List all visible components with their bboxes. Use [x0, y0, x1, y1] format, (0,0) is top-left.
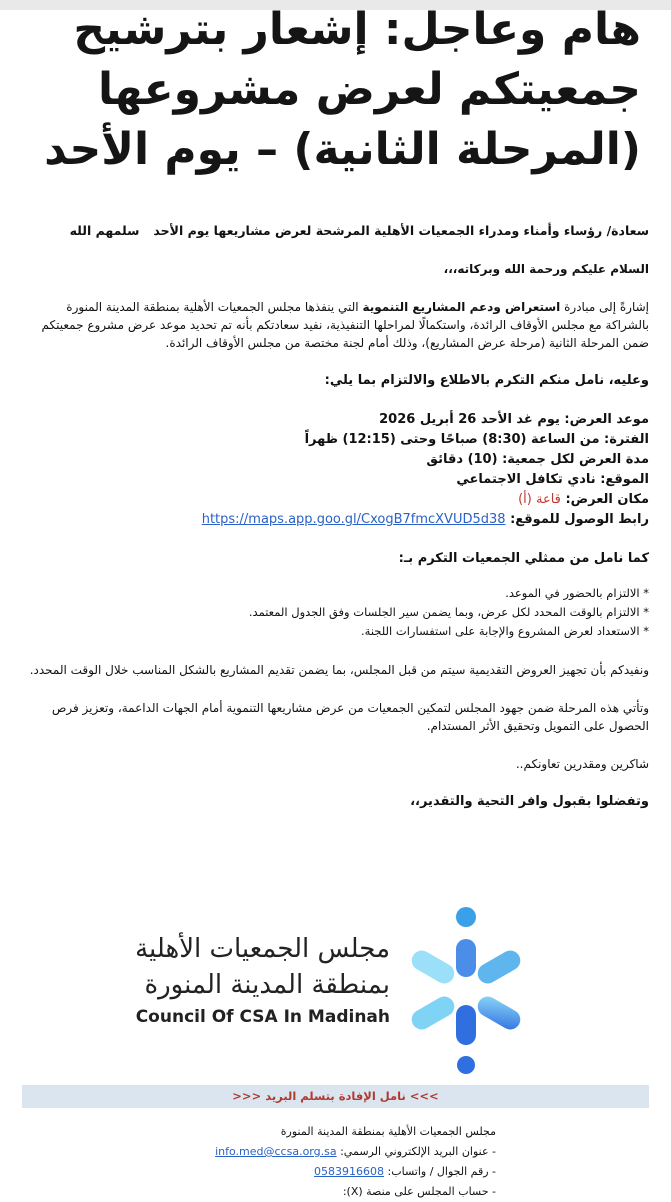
- bullet-list: [22, 584, 649, 641]
- email-title: [20, 0, 641, 180]
- reps-heading: كما نامل من ممثلي الجمعيات التكرم بـ:: [398, 551, 649, 566]
- email-label: - عنوان البريد الإلكتروني الرسمي:: [340, 1145, 496, 1158]
- list-item: * الالتزام بالحضور في الموعد.: [505, 586, 649, 600]
- detail-link: [22, 510, 649, 530]
- title-line-3: (المرحلة الثانية) – يوم الأحد: [44, 124, 641, 175]
- venue-value: قاعة (أ): [518, 492, 561, 507]
- venue-label: مكان العرض:: [565, 492, 649, 507]
- addressee-row: [22, 222, 649, 240]
- closing-line: وتفضلوا بقبول وافر التحية والتقدير،،: [410, 794, 649, 809]
- title-line-1: هام وعاجل: إشعار بترشيح: [73, 4, 641, 55]
- footer-email-row: [96, 1142, 496, 1162]
- link-label: رابط الوصول للموقع:: [510, 512, 649, 527]
- footer-x-row: - حساب المجلس على منصة (X):: [342, 1185, 496, 1198]
- addressee-end: سلمهم الله: [69, 223, 140, 238]
- list-item: * الالتزام بالوقت المحدد لكل عرض، وبما يضمن سير الجلسات وفق الجدول المعتمد.: [248, 605, 649, 619]
- list-item: * الاستعداد لعرض المشروع والإجابة على استفسارات اللجنة.: [361, 624, 649, 638]
- detail-duration: مدة العرض لكل جمعية: (10) دقائق: [426, 452, 649, 467]
- receipt-request-bar: >>> نامل الإفادة بتسلم البريد <<<: [22, 1085, 649, 1108]
- contact-footer: [96, 1122, 496, 1202]
- footer-org: مجلس الجمعيات الأهلية بمنطقة المدينة المنورة: [280, 1125, 496, 1138]
- greeting: السلام عليكم ورحمة الله وبركاته،،،: [443, 262, 649, 276]
- note-presentations: ونفيدكم بأن تجهيز العروض التقديمية سيتم من قبل المجلس، بما يضمن تقديم المشاريع بالشكل المناسب خلال الوقت المحدد.: [29, 663, 649, 677]
- request-line: وعليه، نامل منكم التكرم بالاطلاع والالتزام بما يلي:: [324, 373, 649, 388]
- footer-phone-row: [96, 1162, 496, 1182]
- note-stage: وتأتي هذه المرحلة ضمن جهود المجلس لتمكين الجمعيات من عرض مشاريعها التنموية أمام الجهات الداعمة، وتعزيز فرص الحصول على التمويل وتحقيق الأثر المستدام.: [51, 701, 649, 733]
- phone-link[interactable]: 0583916608: [314, 1165, 385, 1178]
- initiative-name: استعراض ودعم المشاريع التنموية: [362, 300, 561, 314]
- intro-prefix: إشارةً إلى مبادرة: [564, 300, 649, 314]
- details-block: [22, 410, 649, 530]
- addressee: سعادة/ رؤساء وأمناء ومدراء الجمعيات الأهلية المرشحة لعرض مشاريعها يوم الأحد: [153, 223, 649, 238]
- detail-venue: [22, 490, 649, 510]
- email-link[interactable]: info.med@ccsa.org.sa: [215, 1145, 337, 1158]
- logo-arabic-line-2: بمنطقة المدينة المنورة: [144, 970, 390, 1000]
- intro-rest: التي ينفذها مجلس الجمعيات الأهلية بمنطقة المدينة المنورة بالشراكة مع مجلس الأوقاف الرائدة، واستكمالًا لمراحلها التنفيذية، نفيد سعادتكم بأنه تم تحديد موعد عرض مشروع جمعيتكم ضمن المرحلة الثانية (مرحلة عرض المشاريع)، وذلك أمام لجنة مختصة من مجلس الأوقاف الرائدة.: [41, 300, 649, 350]
- letter-body: [22, 222, 649, 811]
- detail-location: الموقع: نادي تكافل الاجتماعي: [456, 472, 649, 487]
- council-logo: [135, 905, 530, 1075]
- thanks-line: شاكرين ومقدرين تعاونكم..: [515, 757, 649, 771]
- phone-label: - رقم الجوال / واتساب:: [387, 1165, 496, 1178]
- logo-english: Council Of CSA In Madinah: [135, 1007, 390, 1027]
- intro-paragraph: [22, 298, 649, 352]
- logo-arabic-line-1: مجلس الجمعيات الأهلية: [135, 934, 390, 964]
- council-mark-icon: [400, 905, 530, 1075]
- title-line-2: جمعيتكم لعرض مشروعها: [98, 64, 641, 115]
- maps-link[interactable]: https://maps.app.goo.gl/CxogB7fmcXVUD5d38: [201, 512, 506, 527]
- logo-text: [135, 931, 390, 1027]
- detail-date: موعد العرض: يوم غد الأحد 26 أبريل 2026: [379, 412, 649, 427]
- detail-period: الفترة: من الساعة (8:30) صباحًا وحتى (12:15) ظهراً: [304, 432, 649, 447]
